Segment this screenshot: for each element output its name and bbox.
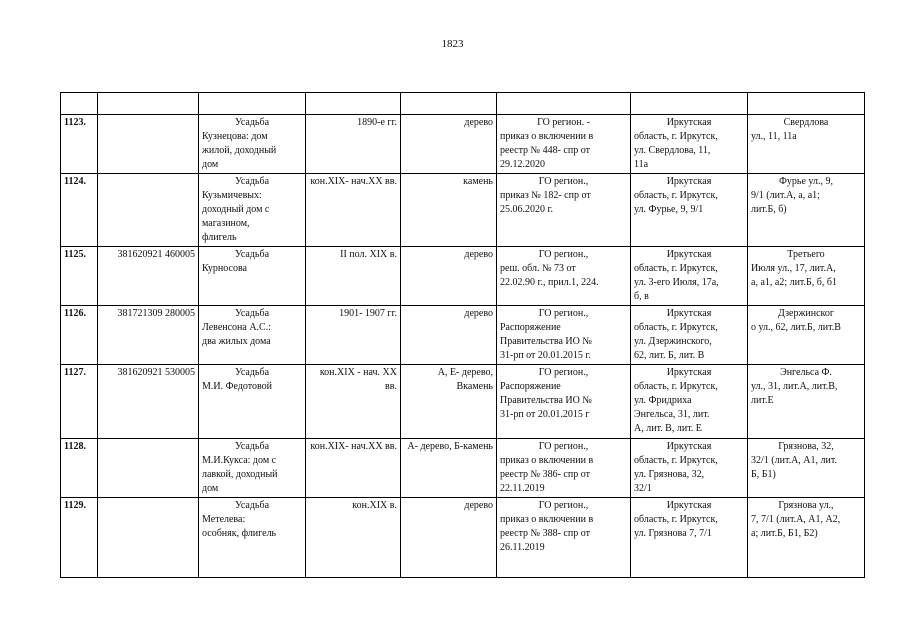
cell-category — [497, 498, 631, 578]
cell-category-line: 31-рп от 20.01.2015 г — [500, 409, 590, 420]
cell-address — [748, 306, 865, 365]
cell-region-line: Иркутская — [666, 367, 712, 378]
cell-region — [631, 174, 748, 247]
cell-address-line: а; лит.Б, Б1, Б2) — [751, 528, 818, 539]
cell-region — [631, 365, 748, 439]
table-row — [61, 306, 865, 365]
cell-address-line: лит.Б, б) — [751, 204, 787, 215]
cell-category-line: ГО регион. - — [537, 117, 590, 128]
cell-category-line: Распоряжение — [500, 381, 561, 392]
cell-address — [748, 498, 865, 578]
cell-name — [199, 115, 306, 174]
cell-material: дерево — [401, 247, 497, 306]
cell-category-line: ГО регион., — [538, 176, 589, 187]
cell-region-line: Энгельса, 31, лит. — [634, 409, 710, 420]
cell-code — [98, 439, 199, 498]
cell-region-line: ул. 3-его Июля, 17а, — [634, 277, 719, 288]
cell-number: 1127. — [61, 365, 98, 439]
cell-category — [497, 306, 631, 365]
cell-date: кон.XIX в. — [306, 498, 401, 578]
cell-address-line: Третьего — [787, 249, 825, 260]
cell-address-line: лит.Е — [751, 395, 774, 406]
table-row — [61, 439, 865, 498]
cell-address-line: Грязнова ул., — [778, 500, 834, 511]
page-number: 1823 — [441, 38, 464, 50]
cell-name — [199, 306, 306, 365]
cell-region-line: Иркутская — [666, 117, 712, 128]
cell-region-line: ул. Фридриха — [634, 395, 692, 406]
cell-region-line: Иркутская — [666, 308, 712, 319]
cell-code: 381620921 460005 — [98, 247, 199, 306]
cell-category-line: приказ о включении в — [500, 131, 594, 142]
cell-address-line: 9/1 (лит.А, а, а1; — [751, 190, 820, 201]
cell-name — [199, 498, 306, 578]
cell-name — [199, 365, 306, 439]
cell-number: 1129. — [61, 498, 98, 578]
cell-name-line: жилой, доходный — [202, 145, 277, 156]
cell-code — [98, 498, 199, 578]
cell-name-line: Усадьба — [234, 176, 270, 187]
cell-number: 1123. — [61, 115, 98, 174]
cell-address-line: Энгельса Ф. — [780, 367, 832, 378]
cell-date: кон.XIX- нач.XX вв. — [306, 439, 401, 498]
cell-address-line: ул., 11, 11а — [751, 131, 797, 142]
cell-date: кон.XIX- нач.XX вв. — [306, 174, 401, 247]
cell-region-line: ул. Фурье, 9, 9/1 — [634, 204, 704, 215]
cell-category — [497, 247, 631, 306]
cell-number: 1128. — [61, 439, 98, 498]
cell-code: 381620921 530005 — [98, 365, 199, 439]
cell-material: дерево — [401, 115, 497, 174]
cell-name — [199, 439, 306, 498]
cell-name-line: Усадьба — [234, 308, 270, 319]
cell-address — [748, 115, 865, 174]
cell-address-line: а, а1, а2; лит.Б, б, б1 — [751, 277, 837, 288]
cell-region-line: Иркутская — [666, 500, 712, 511]
cell-region-line: область, г. Иркутск, — [634, 381, 718, 392]
cell-number: 1124. — [61, 174, 98, 247]
cell-name-line: Усадьба — [234, 249, 270, 260]
cell-category-line: Правительства ИО № — [500, 395, 592, 406]
cell-category-line: реестр № 386- спр от — [500, 469, 590, 480]
cell-region-line: ул. Свердлова, 11, — [634, 145, 711, 156]
cell-category-line: 31-рп от 20.01.2015 г. — [500, 350, 591, 361]
cell-category-line: 22.11.2019 — [500, 483, 545, 494]
cell-region — [631, 115, 748, 174]
table-row — [61, 247, 865, 306]
cell-address-line: Дзержинског — [778, 308, 834, 319]
cell-category-line: ГО регион., — [538, 367, 589, 378]
cell-address-line: Грязнова, 32, — [778, 441, 834, 452]
cell-region-line: 62, лит. Б, лит. В — [634, 350, 705, 361]
cell-region — [631, 498, 748, 578]
cell-name-line: доходный дом с — [202, 204, 270, 215]
cell-category — [497, 115, 631, 174]
cell-category-line: ГО регион., — [538, 500, 589, 511]
cell-category-line: приказ о включении в — [500, 514, 594, 525]
cell-name-line: Усадьба — [234, 441, 270, 452]
table-row — [61, 174, 865, 247]
cell-address-line: о ул., 62, лит.Б, лит.В — [751, 322, 841, 333]
cell-name-line: флигель — [202, 232, 237, 243]
cell-number: 1125. — [61, 247, 98, 306]
cell-address-line: ул., 31, лит.А, лит.В, — [751, 381, 838, 392]
cell-material: А, Е- дерево, Вкамень — [401, 365, 497, 439]
cell-name-line: Левенсона А.С.: — [202, 322, 272, 333]
cell-address — [748, 174, 865, 247]
cell-region-line: область, г. Иркутск, — [634, 322, 718, 333]
cell-address-line: Свердлова — [783, 117, 829, 128]
cell-address-line: 7, 7/1 (лит.А, А1, А2, — [751, 514, 841, 525]
cell-name-line: Курносова — [202, 263, 247, 274]
cell-material: камень — [401, 174, 497, 247]
table-row — [61, 498, 865, 578]
cell-category-line: приказ № 182- спр от — [500, 190, 591, 201]
cell-date: 1890-е гг. — [306, 115, 401, 174]
cell-region-line: ул. Дзержинского, — [634, 336, 712, 347]
cell-region-line: 32/1 — [634, 483, 652, 494]
cell-region-line: Иркутская — [666, 249, 712, 260]
cell-category-line: приказ о включении в — [500, 455, 594, 466]
cell-region-line: Иркутская — [666, 176, 712, 187]
cell-category — [497, 365, 631, 439]
cell-region-line: Иркутская — [666, 441, 712, 452]
cell-address-line: Фурье ул., 9, — [779, 176, 833, 187]
cell-number: 1126. — [61, 306, 98, 365]
cell-address — [748, 247, 865, 306]
cell-code — [98, 115, 199, 174]
cell-name-line: лавкой, доходный — [202, 469, 278, 480]
cell-category-line: ГО регион., — [538, 249, 589, 260]
cell-region-line: б, в — [634, 291, 649, 302]
cell-address — [748, 439, 865, 498]
cell-category-line: реестр № 448- спр от — [500, 145, 590, 156]
cell-region-line: область, г. Иркутск, — [634, 131, 718, 142]
cell-date: 1901- 1907 гг. — [306, 306, 401, 365]
cell-category — [497, 439, 631, 498]
cell-name-line: М.И.Кукса: дом с — [202, 455, 277, 466]
cell-region-line: область, г. Иркутск, — [634, 190, 718, 201]
cell-name-line: Кузнецова: дом — [202, 131, 268, 142]
cell-code — [98, 174, 199, 247]
cell-date: кон.XIX - нач. XX вв. — [306, 365, 401, 439]
cell-name-line: дом — [202, 159, 219, 170]
cell-material: А- дерево, Б-камень — [401, 439, 497, 498]
heritage-registry-table — [60, 92, 865, 578]
cell-name-line: особняк, флигель — [202, 528, 277, 539]
cell-category-line: Распоряжение — [500, 322, 561, 333]
cell-name — [199, 247, 306, 306]
cell-category-line: ГО регион., — [538, 308, 589, 319]
cell-name-line: дом — [202, 483, 219, 494]
cell-category-line: 22.02.90 г., прил.1, 224. — [500, 277, 599, 288]
cell-category-line: реш. обл. № 73 от — [500, 263, 576, 274]
cell-date: II пол. XIX в. — [306, 247, 401, 306]
cell-region-line: 11а — [634, 159, 649, 170]
cell-category — [497, 174, 631, 247]
cell-name — [199, 174, 306, 247]
cell-category-line: Правительства ИО № — [500, 336, 592, 347]
cell-region-line: А, лит. В, лит. Е — [634, 423, 702, 434]
cell-region-line: ул. Грязнова 7, 7/1 — [634, 528, 712, 539]
cell-material: дерево — [401, 306, 497, 365]
cell-code: 381721309 280005 — [98, 306, 199, 365]
cell-name-line: магазином, — [202, 218, 250, 229]
cell-region-line: область, г. Иркутск, — [634, 263, 718, 274]
cell-region — [631, 439, 748, 498]
empty-header-row — [61, 93, 865, 115]
table-row — [61, 365, 865, 439]
cell-category-line: 29.12.2020 — [500, 159, 545, 170]
cell-category-line: 26.11.2019 — [500, 542, 545, 553]
cell-category-line: реестр № 388- спр от — [500, 528, 590, 539]
table-row — [61, 115, 865, 174]
cell-name-line: Усадьба — [234, 367, 270, 378]
cell-region-line: область, г. Иркутск, — [634, 455, 718, 466]
cell-name-line: два жилых дома — [202, 336, 271, 347]
cell-region — [631, 247, 748, 306]
cell-address-line: Июля ул., 17, лит.А, — [751, 263, 836, 274]
cell-name-line: Усадьба — [234, 500, 270, 511]
cell-address — [748, 365, 865, 439]
cell-region — [631, 306, 748, 365]
cell-address-line: Б, Б1) — [751, 469, 776, 480]
cell-material: дерево — [401, 498, 497, 578]
cell-category-line: 25.06.2020 г. — [500, 204, 553, 215]
cell-name-line: М.И. Федотовой — [202, 381, 273, 392]
cell-region-line: область, г. Иркутск, — [634, 514, 718, 525]
cell-name-line: Метелева: — [202, 514, 246, 525]
cell-address-line: 32/1 (лит.А, А1, лит. — [751, 455, 837, 466]
cell-name-line: Усадьба — [234, 117, 270, 128]
cell-category-line: ГО регион., — [538, 441, 589, 452]
cell-region-line: ул. Грязнова, 32, — [634, 469, 705, 480]
cell-name-line: Кузьмичевых: — [202, 190, 262, 201]
